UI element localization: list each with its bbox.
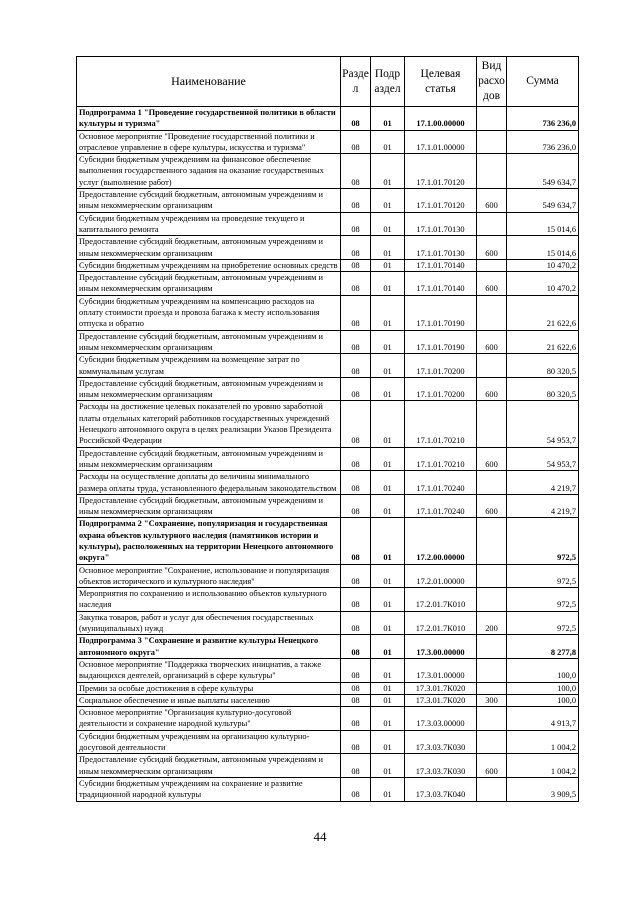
table-row bbox=[77, 107, 579, 131]
cell-vid: 600 bbox=[477, 377, 507, 401]
cell-summa: 736 236,0 bbox=[507, 130, 579, 154]
cell-name: Расходы на достижение целевых показателей по уровню заработной платы отдельных категорий работников государственных учреждений Ненецкого автономного округа в целях реализации Указов Президента Российской Федерации bbox=[77, 401, 341, 447]
table-row bbox=[77, 777, 579, 801]
cell-celevaya: 17.1.01.70190 bbox=[405, 295, 477, 330]
cell-name: Подпрограмма 1 "Проведение государственной политики в области культуры и туризма" bbox=[77, 107, 341, 131]
cell-name: Субсидии бюджетным учреждениям на возмещение затрат по коммунальным услугам bbox=[77, 354, 341, 378]
cell-razdel: 08 bbox=[341, 754, 371, 778]
cell-vid bbox=[477, 259, 507, 271]
cell-summa: 736 236,0 bbox=[507, 107, 579, 131]
cell-razdel: 08 bbox=[341, 272, 371, 296]
cell-summa: 80 320,5 bbox=[507, 354, 579, 378]
cell-name: Предоставление субсидий бюджетным, автономным учреждениям и иным некоммерческим организациям bbox=[77, 447, 341, 471]
table-row bbox=[77, 564, 579, 588]
cell-name: Основное мероприятие "Сохранение, использование и популяризация объектов исторического и культурного наследия" bbox=[77, 564, 341, 588]
cell-podrazdel: 01 bbox=[371, 107, 405, 131]
cell-summa: 8 277,8 bbox=[507, 635, 579, 659]
cell-name: Основное мероприятие "Проведение государственной политики и отраслевое управление в сфере культуры, искусства и туризма" bbox=[77, 130, 341, 154]
cell-podrazdel: 01 bbox=[371, 588, 405, 612]
cell-summa: 21 622,6 bbox=[507, 330, 579, 354]
cell-podrazdel: 01 bbox=[371, 564, 405, 588]
table-row bbox=[77, 330, 579, 354]
cell-razdel: 08 bbox=[341, 694, 371, 706]
cell-razdel: 08 bbox=[341, 635, 371, 659]
cell-podrazdel: 01 bbox=[371, 295, 405, 330]
cell-celevaya: 17.1.01.70190 bbox=[405, 330, 477, 354]
cell-summa: 10 470,2 bbox=[507, 272, 579, 296]
cell-name: Расходы на осуществление доплаты до величины минимального размера оплаты труда, установленного федеральным законодательством bbox=[77, 471, 341, 495]
cell-celevaya: 17.1.01.70130 bbox=[405, 212, 477, 236]
cell-razdel: 08 bbox=[341, 518, 371, 564]
cell-summa: 15 014,6 bbox=[507, 212, 579, 236]
cell-summa: 972,5 bbox=[507, 518, 579, 564]
cell-razdel: 08 bbox=[341, 564, 371, 588]
cell-summa: 54 953,7 bbox=[507, 447, 579, 471]
cell-celevaya: 17.3.01.7К020 bbox=[405, 682, 477, 694]
cell-summa: 100,0 bbox=[507, 682, 579, 694]
cell-name: Предоставление субсидий бюджетным, автономным учреждениям и иным некоммерческим организациям bbox=[77, 330, 341, 354]
cell-razdel: 08 bbox=[341, 611, 371, 635]
cell-podrazdel: 01 bbox=[371, 236, 405, 260]
cell-celevaya: 17.3.01.7К020 bbox=[405, 694, 477, 706]
cell-celevaya: 17.1.01.70140 bbox=[405, 272, 477, 296]
cell-podrazdel: 01 bbox=[371, 401, 405, 447]
cell-podrazdel: 01 bbox=[371, 730, 405, 754]
cell-vid bbox=[477, 588, 507, 612]
cell-name: Субсидии бюджетным учреждениям на финансовое обеспечение выполнения государственного задания на оказание государственных услуг (выполнение работ) bbox=[77, 154, 341, 189]
cell-vid: 600 bbox=[477, 447, 507, 471]
cell-celevaya: 17.3.03.7К040 bbox=[405, 777, 477, 801]
cell-vid bbox=[477, 564, 507, 588]
cell-vid bbox=[477, 777, 507, 801]
table-row bbox=[77, 259, 579, 271]
table-row bbox=[77, 635, 579, 659]
cell-vid bbox=[477, 707, 507, 731]
cell-razdel: 08 bbox=[341, 377, 371, 401]
cell-summa: 10 470,2 bbox=[507, 259, 579, 271]
cell-celevaya: 17.3.03.7К030 bbox=[405, 754, 477, 778]
table-row bbox=[77, 754, 579, 778]
cell-celevaya: 17.1.01.70130 bbox=[405, 236, 477, 260]
cell-podrazdel: 01 bbox=[371, 259, 405, 271]
cell-razdel: 08 bbox=[341, 354, 371, 378]
cell-razdel: 08 bbox=[341, 730, 371, 754]
cell-summa: 100,0 bbox=[507, 694, 579, 706]
cell-summa: 1 004,2 bbox=[507, 730, 579, 754]
cell-name: Подпрограмма 2 "Сохранение, популяризация и государственная охрана объектов культурного наследия (памятников истории и культуры), расположенных на территории Ненецкого автономного округа" bbox=[77, 518, 341, 564]
cell-name: Предоставление субсидий бюджетным, автономным учреждениям и иным некоммерческим организациям bbox=[77, 189, 341, 213]
header-razdel: Разде л bbox=[341, 57, 371, 107]
cell-name: Субсидии бюджетным учреждениям на приобретение основных средств bbox=[77, 259, 341, 271]
cell-name: Предоставление субсидий бюджетным, автономным учреждениям и иным некоммерческим организациям bbox=[77, 494, 341, 518]
cell-name: Субсидии бюджетным учреждениям на компенсацию расходов на оплату стоимости проезда и провоза багажа к месту использования отпуска и обратно bbox=[77, 295, 341, 330]
cell-vid bbox=[477, 730, 507, 754]
cell-razdel: 08 bbox=[341, 777, 371, 801]
cell-summa: 100,0 bbox=[507, 658, 579, 682]
cell-vid bbox=[477, 295, 507, 330]
cell-summa: 1 004,2 bbox=[507, 754, 579, 778]
cell-vid: 200 bbox=[477, 611, 507, 635]
table-row bbox=[77, 471, 579, 495]
cell-name: Предоставление субсидий бюджетным, автономным учреждениям и иным некоммерческим организациям bbox=[77, 754, 341, 778]
cell-vid bbox=[477, 658, 507, 682]
cell-podrazdel: 01 bbox=[371, 471, 405, 495]
cell-vid bbox=[477, 154, 507, 189]
cell-summa: 3 909,5 bbox=[507, 777, 579, 801]
cell-celevaya: 17.2.01.7К010 bbox=[405, 611, 477, 635]
header-vid: Вид расхо дов bbox=[477, 57, 507, 107]
table-row bbox=[77, 236, 579, 260]
cell-razdel: 08 bbox=[341, 259, 371, 271]
cell-podrazdel: 01 bbox=[371, 518, 405, 564]
cell-celevaya: 17.3.01.00000 bbox=[405, 658, 477, 682]
cell-razdel: 08 bbox=[341, 154, 371, 189]
cell-vid bbox=[477, 107, 507, 131]
cell-razdel: 08 bbox=[341, 447, 371, 471]
cell-summa: 54 953,7 bbox=[507, 401, 579, 447]
table-row bbox=[77, 295, 579, 330]
cell-name: Подпрограмма 3 "Сохранение и развитие культуры Ненецкого автономного округа" bbox=[77, 635, 341, 659]
cell-podrazdel: 01 bbox=[371, 682, 405, 694]
header-name: Наименование bbox=[77, 57, 341, 107]
cell-razdel: 08 bbox=[341, 658, 371, 682]
cell-podrazdel: 01 bbox=[371, 754, 405, 778]
table-row bbox=[77, 658, 579, 682]
cell-razdel: 08 bbox=[341, 682, 371, 694]
cell-podrazdel: 01 bbox=[371, 377, 405, 401]
cell-razdel: 08 bbox=[341, 236, 371, 260]
cell-summa: 21 622,6 bbox=[507, 295, 579, 330]
cell-razdel: 08 bbox=[341, 588, 371, 612]
cell-name: Премии за особые достижения в сфере культуры bbox=[77, 682, 341, 694]
cell-celevaya: 17.2.00.00000 bbox=[405, 518, 477, 564]
cell-summa: 4 219,7 bbox=[507, 471, 579, 495]
cell-name: Мероприятия по сохранению и использованию объектов культурного наследия bbox=[77, 588, 341, 612]
cell-vid bbox=[477, 130, 507, 154]
cell-razdel: 08 bbox=[341, 295, 371, 330]
cell-vid bbox=[477, 635, 507, 659]
cell-podrazdel: 01 bbox=[371, 777, 405, 801]
cell-celevaya: 17.3.00.00000 bbox=[405, 635, 477, 659]
cell-vid bbox=[477, 401, 507, 447]
table-row bbox=[77, 272, 579, 296]
table-row bbox=[77, 447, 579, 471]
table-row bbox=[77, 611, 579, 635]
cell-summa: 972,5 bbox=[507, 564, 579, 588]
cell-celevaya: 17.1.01.70240 bbox=[405, 471, 477, 495]
cell-podrazdel: 01 bbox=[371, 494, 405, 518]
cell-celevaya: 17.2.01.00000 bbox=[405, 564, 477, 588]
cell-vid: 600 bbox=[477, 494, 507, 518]
table-row bbox=[77, 130, 579, 154]
cell-vid: 300 bbox=[477, 694, 507, 706]
cell-razdel: 08 bbox=[341, 471, 371, 495]
table-row bbox=[77, 707, 579, 731]
table-row bbox=[77, 494, 579, 518]
cell-celevaya: 17.1.01.00000 bbox=[405, 130, 477, 154]
table-row bbox=[77, 212, 579, 236]
cell-name: Субсидии бюджетным учреждениям на сохранение и развитие традиционной народной культуры bbox=[77, 777, 341, 801]
cell-razdel: 08 bbox=[341, 130, 371, 154]
cell-summa: 80 320,5 bbox=[507, 377, 579, 401]
cell-celevaya: 17.1.01.70140 bbox=[405, 259, 477, 271]
table-row bbox=[77, 377, 579, 401]
cell-podrazdel: 01 bbox=[371, 611, 405, 635]
cell-name: Предоставление субсидий бюджетным, автономным учреждениям и иным некоммерческим организациям bbox=[77, 377, 341, 401]
cell-razdel: 08 bbox=[341, 401, 371, 447]
table-row bbox=[77, 588, 579, 612]
cell-vid bbox=[477, 518, 507, 564]
cell-name: Субсидии бюджетным учреждениям на проведение текущего и капитального ремонта bbox=[77, 212, 341, 236]
cell-vid: 600 bbox=[477, 330, 507, 354]
cell-podrazdel: 01 bbox=[371, 658, 405, 682]
cell-vid: 600 bbox=[477, 754, 507, 778]
cell-podrazdel: 01 bbox=[371, 189, 405, 213]
table-row bbox=[77, 694, 579, 706]
table-row bbox=[77, 730, 579, 754]
cell-name: Социальное обеспечение и иные выплаты населению bbox=[77, 694, 341, 706]
header-summa: Сумма bbox=[507, 57, 579, 107]
cell-vid: 600 bbox=[477, 236, 507, 260]
cell-podrazdel: 01 bbox=[371, 707, 405, 731]
cell-celevaya: 17.3.03.7К030 bbox=[405, 730, 477, 754]
cell-summa: 972,5 bbox=[507, 588, 579, 612]
cell-podrazdel: 01 bbox=[371, 447, 405, 471]
cell-razdel: 08 bbox=[341, 494, 371, 518]
table-row bbox=[77, 401, 579, 447]
cell-name: Субсидии бюджетным учреждениям на организацию культурно-досуговой деятельности bbox=[77, 730, 341, 754]
cell-podrazdel: 01 bbox=[371, 272, 405, 296]
cell-razdel: 08 bbox=[341, 212, 371, 236]
cell-summa: 15 014,6 bbox=[507, 236, 579, 260]
cell-celevaya: 17.2.01.7К010 bbox=[405, 588, 477, 612]
cell-vid: 600 bbox=[477, 189, 507, 213]
cell-celevaya: 17.1.01.70200 bbox=[405, 354, 477, 378]
cell-razdel: 08 bbox=[341, 107, 371, 131]
cell-vid bbox=[477, 682, 507, 694]
table-row bbox=[77, 189, 579, 213]
cell-celevaya: 17.3.03.00000 bbox=[405, 707, 477, 731]
cell-razdel: 08 bbox=[341, 330, 371, 354]
cell-podrazdel: 01 bbox=[371, 212, 405, 236]
cell-summa: 4 913,7 bbox=[507, 707, 579, 731]
cell-celevaya: 17.1.01.70210 bbox=[405, 401, 477, 447]
cell-vid: 600 bbox=[477, 272, 507, 296]
cell-name: Предоставление субсидий бюджетным, автономным учреждениям и иным некоммерческим организациям bbox=[77, 236, 341, 260]
cell-razdel: 08 bbox=[341, 189, 371, 213]
cell-celevaya: 17.1.00.00000 bbox=[405, 107, 477, 131]
cell-celevaya: 17.1.01.70210 bbox=[405, 447, 477, 471]
cell-name: Основное мероприятие "Поддержка творческих инициатив, а также выдающихся деятелей, организаций в сфере культуры" bbox=[77, 658, 341, 682]
table-row bbox=[77, 682, 579, 694]
cell-celevaya: 17.1.01.70200 bbox=[405, 377, 477, 401]
header-celevaya: Целевая статья bbox=[405, 57, 477, 107]
cell-razdel: 08 bbox=[341, 707, 371, 731]
cell-name: Закупка товаров, работ и услуг для обеспечения государственных (муниципальных) нужд bbox=[77, 611, 341, 635]
cell-name: Основное мероприятие "Организация культурно-досуговой деятельности и сохранение народной культуры" bbox=[77, 707, 341, 731]
cell-podrazdel: 01 bbox=[371, 635, 405, 659]
cell-vid bbox=[477, 354, 507, 378]
table-header-row bbox=[77, 57, 579, 107]
table-row bbox=[77, 354, 579, 378]
cell-summa: 4 219,7 bbox=[507, 494, 579, 518]
cell-celevaya: 17.1.01.70120 bbox=[405, 189, 477, 213]
cell-vid bbox=[477, 471, 507, 495]
cell-name: Предоставление субсидий бюджетным, автономным учреждениям и иным некоммерческим организациям bbox=[77, 272, 341, 296]
cell-podrazdel: 01 bbox=[371, 694, 405, 706]
cell-vid bbox=[477, 212, 507, 236]
cell-podrazdel: 01 bbox=[371, 330, 405, 354]
cell-podrazdel: 01 bbox=[371, 130, 405, 154]
page-number: 44 bbox=[313, 829, 327, 844]
cell-podrazdel: 01 bbox=[371, 354, 405, 378]
cell-summa: 549 634,7 bbox=[507, 189, 579, 213]
table-row bbox=[77, 518, 579, 564]
budget-table bbox=[76, 56, 579, 802]
cell-podrazdel: 01 bbox=[371, 154, 405, 189]
cell-summa: 549 634,7 bbox=[507, 154, 579, 189]
table-row bbox=[77, 154, 579, 189]
header-podrazdel: Подр аздел bbox=[371, 57, 405, 107]
cell-celevaya: 17.1.01.70240 bbox=[405, 494, 477, 518]
cell-celevaya: 17.1.01.70120 bbox=[405, 154, 477, 189]
cell-summa: 972,5 bbox=[507, 611, 579, 635]
